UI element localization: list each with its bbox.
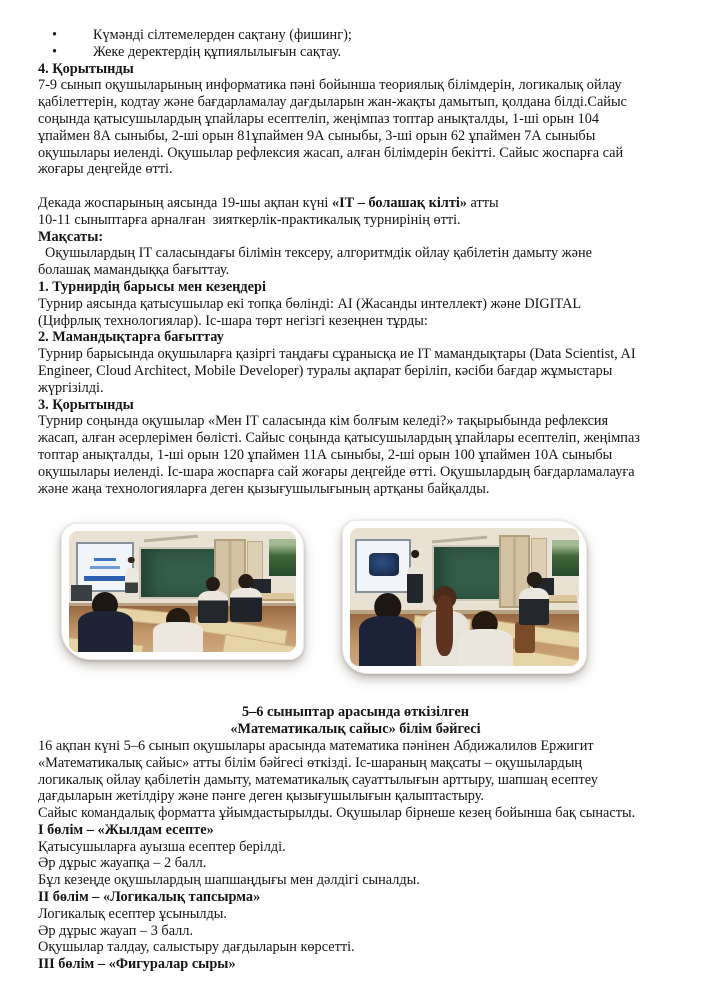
report-section-math bbox=[38, 704, 673, 973]
text-line: 3. Қорытынды bbox=[38, 396, 134, 413]
classroom-scene-right bbox=[350, 528, 579, 666]
text-line: жасап, алған әсерлерімен бөлісті. Сайыс соңында қатысушылардың ұпайлары есептеліп, жеңімпаз bbox=[38, 430, 640, 447]
figure-body bbox=[153, 622, 203, 652]
text-line: Оқушылар талдау, салыстыру дағдыларын көрсетті. bbox=[38, 939, 355, 956]
student-figure bbox=[153, 608, 203, 653]
photos-row bbox=[38, 520, 673, 674]
student-figure bbox=[519, 572, 549, 624]
text-segment: Декада жоспарының аясында 19-шы ақпан күні bbox=[38, 194, 332, 211]
text-line: Мақсаты: bbox=[38, 228, 104, 245]
text-line: Бұл кезеңде оқушылардың шапшаңдығы мен дәлдігі сыналды. bbox=[38, 872, 420, 889]
text-line: 7-9 сынып оқушыларының информатика пәні бойынша теориялық білімдерін, логикалық ойлау bbox=[38, 77, 622, 94]
figure-body bbox=[125, 568, 139, 593]
classroom-scene-left bbox=[69, 531, 296, 652]
text-line: ІІІ бөлім – «Фигуралар сыры» bbox=[38, 956, 236, 973]
text-line: Әр дұрыс жауап – 3 балл. bbox=[38, 922, 194, 939]
figure-body bbox=[78, 611, 132, 653]
text-line: 4. Қорытынды bbox=[38, 60, 134, 77]
slide-line bbox=[94, 558, 116, 561]
text-line: Логикалық есептер ұсынылды. bbox=[38, 905, 227, 922]
bold-text-segment: «ІТ – болашақ кілті» bbox=[331, 194, 467, 211]
text-line: ұпаймен 8А сыныбы, 2-ші орын 81ұпаймен 9А сыныбы, 3-ші орын 62 ұпаймен 7А сыныбы bbox=[38, 127, 596, 144]
text-line: логикалық ойлау қабілетін дамыту, математикалық сауаттылығын арттыру, шапшаң есептеу bbox=[38, 771, 598, 788]
teacher-figure bbox=[125, 557, 139, 593]
bullet-list-item bbox=[38, 27, 673, 44]
wall-picture bbox=[550, 538, 579, 578]
chair bbox=[515, 622, 536, 652]
projector-arm bbox=[432, 536, 487, 544]
text-line: Турнир соңында оқушылар «Мен ІТ саласында кім болғым келеді?» тақырыбында рефлексия bbox=[38, 413, 609, 430]
text-line: оқушылары иеленді. Оқушылар рефлексия жасап, алған білімдерін бекітті. Сайыс жоспарға сай bbox=[38, 144, 624, 161]
text-line: 1. Турнирдің барысы мен кезеңдері bbox=[38, 278, 266, 295]
text-line: қабілеттерін, кодтау және бағдарламалау дағдыларын жан-жақты дамытып, қолдана білді.Сайыс bbox=[38, 94, 627, 111]
classroom-photo-left bbox=[61, 523, 304, 660]
text-line: соңында қатысушылардың ұпайлары есептеліп, жеңімпаз топтар анықталды, 1-ші орын 104 bbox=[38, 110, 600, 127]
report-section-it bbox=[38, 27, 673, 497]
text-line: Әр дұрыс жауапқа – 2 балл. bbox=[38, 855, 207, 872]
text-line: болашақ мамандыққа бағыттау. bbox=[38, 262, 230, 279]
wall-picture bbox=[267, 537, 296, 577]
figure-body bbox=[519, 588, 549, 625]
text-line: Оқушылардың ІТ саласындағы білімін тексеру, алгоритмдік ойлау қабілетін дамыту және bbox=[45, 245, 592, 262]
text-line: Engineer, Cloud Architect, Mobile Developer) туралы ақпарат беріліп, кәсіби бағдар жұмыстары bbox=[38, 362, 613, 379]
student-figure bbox=[230, 574, 262, 622]
student-figure bbox=[359, 593, 416, 666]
text-line: және жаңа технологияларға деген қызығушылығының артқаны байқалды. bbox=[38, 480, 490, 497]
interactive-whiteboard bbox=[355, 539, 412, 593]
bullet-dot-icon: • bbox=[52, 43, 58, 60]
text-line: Турнир аясында қатысушылар екі топқа бөлінді: АІ (Жасанды интеллект) және DIGITAL bbox=[38, 295, 582, 312]
classroom-photo-right bbox=[342, 520, 587, 674]
bullet-list-item bbox=[38, 44, 673, 61]
text-line: Қатысушыларға ауызша есептер берілді. bbox=[38, 838, 286, 855]
section-heading-line: «Математикалық сайыс» білім бәйгесі bbox=[230, 721, 481, 738]
text-line: жүргізілді. bbox=[38, 379, 104, 396]
projector-arm bbox=[144, 535, 198, 542]
student-figure bbox=[458, 611, 513, 666]
text-line: 16 ақпан күні 5–6 сынып оқушылары арасында математика пәнінен Абдижалилов Ержигит bbox=[38, 737, 594, 754]
text-line: жоғары деңгейде өтті. bbox=[38, 161, 173, 178]
text-line: ІІ бөлім – «Логикалық тапсырма» bbox=[38, 889, 261, 906]
text-line bbox=[38, 195, 673, 212]
figure-body bbox=[359, 616, 416, 666]
section-heading-line: 5–6 сыныптар арасында өткізілген bbox=[242, 704, 469, 721]
bullet-dot-icon: • bbox=[52, 27, 58, 43]
text-line: топтар анықталды, 1-ші орын 120 ұпаймен 11А сыныбы, 2-ші орын 100 ұпаймен 10А сыныбы bbox=[38, 446, 613, 463]
text-segment: атты bbox=[466, 194, 499, 211]
text-line: 2. Мамандықтарға бағыттау bbox=[38, 329, 224, 346]
text-line: дағдыларын жетілдіру және пәнге деген қызығушылығын қалыптастыру. bbox=[38, 788, 484, 805]
text-line: (Цифрлық технологиялар). Іс-шара төрт негізгі кезеңнен тұрды: bbox=[38, 312, 428, 329]
student-figure bbox=[78, 592, 132, 653]
text-line bbox=[38, 178, 673, 195]
text-line: «Математикалық сайыс» атты білім бәйгесі өткізді. Іс-шараның мақсаты – оқушылардың bbox=[38, 754, 583, 771]
text-line: оқушылары иеленді. Іс-шара жоспарға сай жоғары деңгейде өтті. Оқушылардың бағдарламалауға bbox=[38, 463, 635, 480]
text-line: І бөлім – «Жылдам есепте» bbox=[38, 821, 214, 838]
slide-line bbox=[84, 576, 124, 581]
text-line: Турнир барысында оқушыларға қазіргі таңдағы сұранысқа ие ІТ мамандықтары (Data Scientist, AI bbox=[38, 346, 636, 363]
text-line: 10-11 сыныптарға арналған зияткерлік-практикалық турнирінің өтті. bbox=[38, 211, 461, 228]
figure-body bbox=[230, 588, 262, 622]
slide-image bbox=[369, 553, 398, 576]
figure-body bbox=[458, 629, 513, 666]
slide-line bbox=[90, 566, 120, 569]
student-hair bbox=[436, 595, 452, 656]
text-line: Сайыс командалық форматта ұйымдастырылды. Оқушылар бірнеше кезең бойынша бақ сынасты. bbox=[38, 805, 636, 822]
bullet-text: Күмәнді сілтемелерден сақтану (фишинг); bbox=[93, 27, 352, 43]
bullet-text: Жеке деректердің құпиялылығын сақтау. bbox=[93, 43, 342, 60]
